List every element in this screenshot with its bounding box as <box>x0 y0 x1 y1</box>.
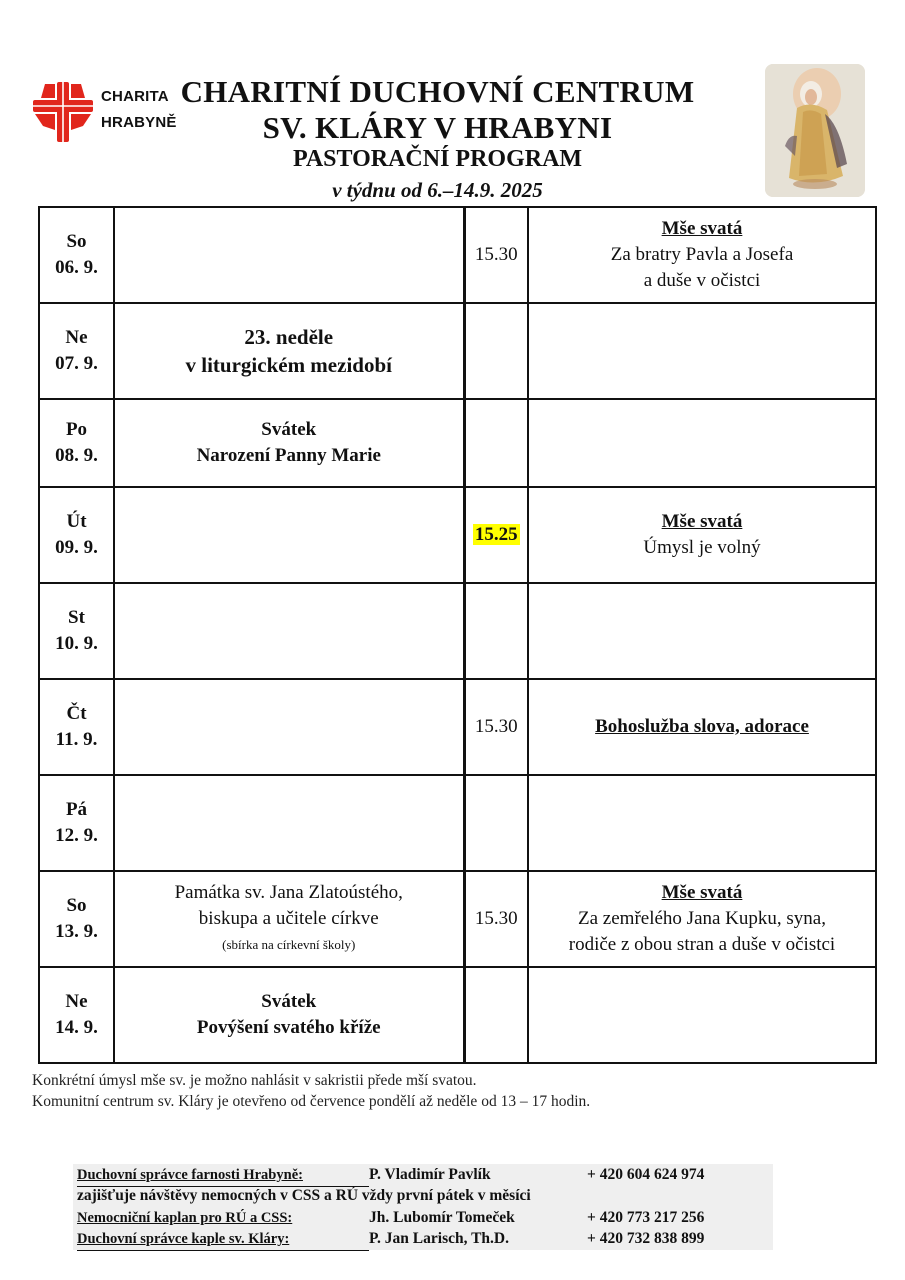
contact-name: P. Vladimír Pavlík <box>369 1166 491 1183</box>
table-row <box>39 679 876 775</box>
contacts-box <box>73 1164 773 1250</box>
page-subtitle: PASTORAČNÍ PROGRAM <box>292 146 583 172</box>
day-name: Út <box>66 511 87 532</box>
event-cell <box>528 399 876 487</box>
event-line: Úmysl je volný <box>643 537 761 558</box>
time-cell <box>464 399 528 487</box>
contact-label: Duchovní správce farnosti Hrabyně: <box>77 1164 369 1187</box>
time-value: 15.30 <box>474 244 518 265</box>
charita-cross-logo <box>31 80 95 144</box>
time-cell <box>464 303 528 399</box>
time-cell <box>464 679 528 775</box>
day-name: Po <box>65 419 88 440</box>
feast-line: v liturgickém mezidobí <box>185 353 392 377</box>
table-row <box>39 775 876 871</box>
contact-label: Duchovní správce kaple sv. Kláry: <box>77 1228 369 1251</box>
contact-phone: + 420 773 217 256 <box>587 1209 705 1226</box>
event-title: Mše svatá <box>661 882 743 903</box>
event-cell <box>528 303 876 399</box>
table-row <box>39 399 876 487</box>
program-table <box>38 206 877 1064</box>
event-title: Bohoslužba slova, adorace <box>595 716 809 737</box>
contact-phone: + 420 732 838 899 <box>587 1230 705 1247</box>
feast-cell <box>114 967 464 1063</box>
time-cell <box>464 583 528 679</box>
page-title-line-1: CHARITNÍ DUCHOVNÍ CENTRUM <box>180 74 695 109</box>
event-cell <box>528 207 876 303</box>
feast-cell <box>114 583 464 679</box>
feast-note: (sbírka na církevní školy) <box>222 937 356 952</box>
note-line: Konkrétní úmysl mše sv. je možno nahlásit v sakristii přede mší svatou. <box>32 1072 477 1089</box>
day-date: 11. 9. <box>55 729 98 750</box>
table-row <box>39 487 876 583</box>
event-title: Mše svatá <box>661 511 743 532</box>
day-name: Ne <box>65 991 88 1012</box>
day-cell <box>39 967 114 1063</box>
table-row <box>39 871 876 967</box>
notes <box>32 1070 590 1112</box>
time-cell <box>464 871 528 967</box>
day-cell <box>39 303 114 399</box>
day-date: 08. 9. <box>55 445 98 466</box>
contact-note: zajišťuje návštěvy nemocných v CSS a RÚ vždy první pátek v měsíci <box>77 1187 531 1204</box>
logo-line-1: CHARITA <box>101 88 169 105</box>
day-date: 06. 9. <box>55 257 98 278</box>
day-date: 09. 9. <box>55 537 98 558</box>
contact-label: Nemocniční kaplan pro RÚ a CSS: <box>77 1210 293 1226</box>
feast-cell <box>114 775 464 871</box>
day-date: 13. 9. <box>55 921 98 942</box>
day-cell <box>39 583 114 679</box>
table-row <box>39 967 876 1063</box>
contact-row <box>77 1164 704 1186</box>
time-value: 15.30 <box>474 908 518 929</box>
feast-line: Svátek <box>261 991 317 1012</box>
feast-line: biskupa a učitele církve <box>198 908 379 929</box>
time-value: 15.30 <box>474 716 518 737</box>
feast-cell <box>114 487 464 583</box>
feast-cell <box>114 871 464 967</box>
event-line: a duše v očistci <box>643 270 761 291</box>
feast-cell <box>114 303 464 399</box>
saint-clare-painting <box>765 64 865 197</box>
event-cell <box>528 487 876 583</box>
day-date: 14. 9. <box>55 1017 98 1038</box>
day-cell <box>39 399 114 487</box>
time-cell <box>464 207 528 303</box>
event-cell <box>528 967 876 1063</box>
day-cell <box>39 487 114 583</box>
day-date: 10. 9. <box>55 633 98 654</box>
contact-row <box>77 1228 704 1250</box>
event-cell <box>528 775 876 871</box>
contact-row <box>77 1207 704 1229</box>
feast-line: Svátek <box>261 419 317 440</box>
feast-line: Narození Panny Marie <box>196 445 381 466</box>
feast-line: Povýšení svatého kříže <box>196 1017 381 1038</box>
day-cell <box>39 679 114 775</box>
feast-line: 23. neděle <box>244 325 334 349</box>
note-line: Komunitní centrum sv. Kláry je otevřeno od července pondělí až neděle od 13 – 17 hodin. <box>32 1093 591 1110</box>
day-cell <box>39 871 114 967</box>
time-cell <box>464 967 528 1063</box>
time-cell <box>464 487 528 583</box>
feast-line: Památka sv. Jana Zlatoústého, <box>174 882 403 903</box>
feast-cell <box>114 207 464 303</box>
event-line: Za zemřelého Jana Kupku, syna, <box>578 908 826 929</box>
contact-phone: + 420 604 624 974 <box>587 1166 705 1183</box>
event-cell <box>528 871 876 967</box>
day-date: 12. 9. <box>55 825 98 846</box>
event-cell <box>528 583 876 679</box>
day-name: Čt <box>66 703 87 724</box>
feast-cell <box>114 399 464 487</box>
time-value-highlighted: 15.25 <box>474 524 518 545</box>
event-line: Za bratry Pavla a Josefa <box>610 244 794 265</box>
table-row <box>39 583 876 679</box>
day-name: Ne <box>65 327 88 348</box>
page-title-line-2: SV. KLÁRY V HRABYNI <box>262 110 613 145</box>
table-row <box>39 303 876 399</box>
day-cell <box>39 775 114 871</box>
day-name: So <box>66 895 87 916</box>
day-cell <box>39 207 114 303</box>
day-name: So <box>66 231 87 252</box>
contact-name: Jh. Lubomír Tomeček <box>369 1209 515 1226</box>
logo-line-2: HRABYNĚ <box>101 114 177 131</box>
time-cell <box>464 775 528 871</box>
contact-name: P. Jan Larisch, Th.D. <box>369 1230 509 1247</box>
feast-cell <box>114 679 464 775</box>
day-date: 07. 9. <box>55 353 98 374</box>
event-cell <box>528 679 876 775</box>
table-row <box>39 207 876 303</box>
event-line: rodiče z obou stran a duše v očistci <box>568 934 836 955</box>
day-name: St <box>68 607 85 628</box>
week-range: v týdnu od 6.–14.9. 2025 <box>332 178 543 202</box>
day-name: Pá <box>65 799 88 820</box>
event-title: Mše svatá <box>661 218 743 239</box>
